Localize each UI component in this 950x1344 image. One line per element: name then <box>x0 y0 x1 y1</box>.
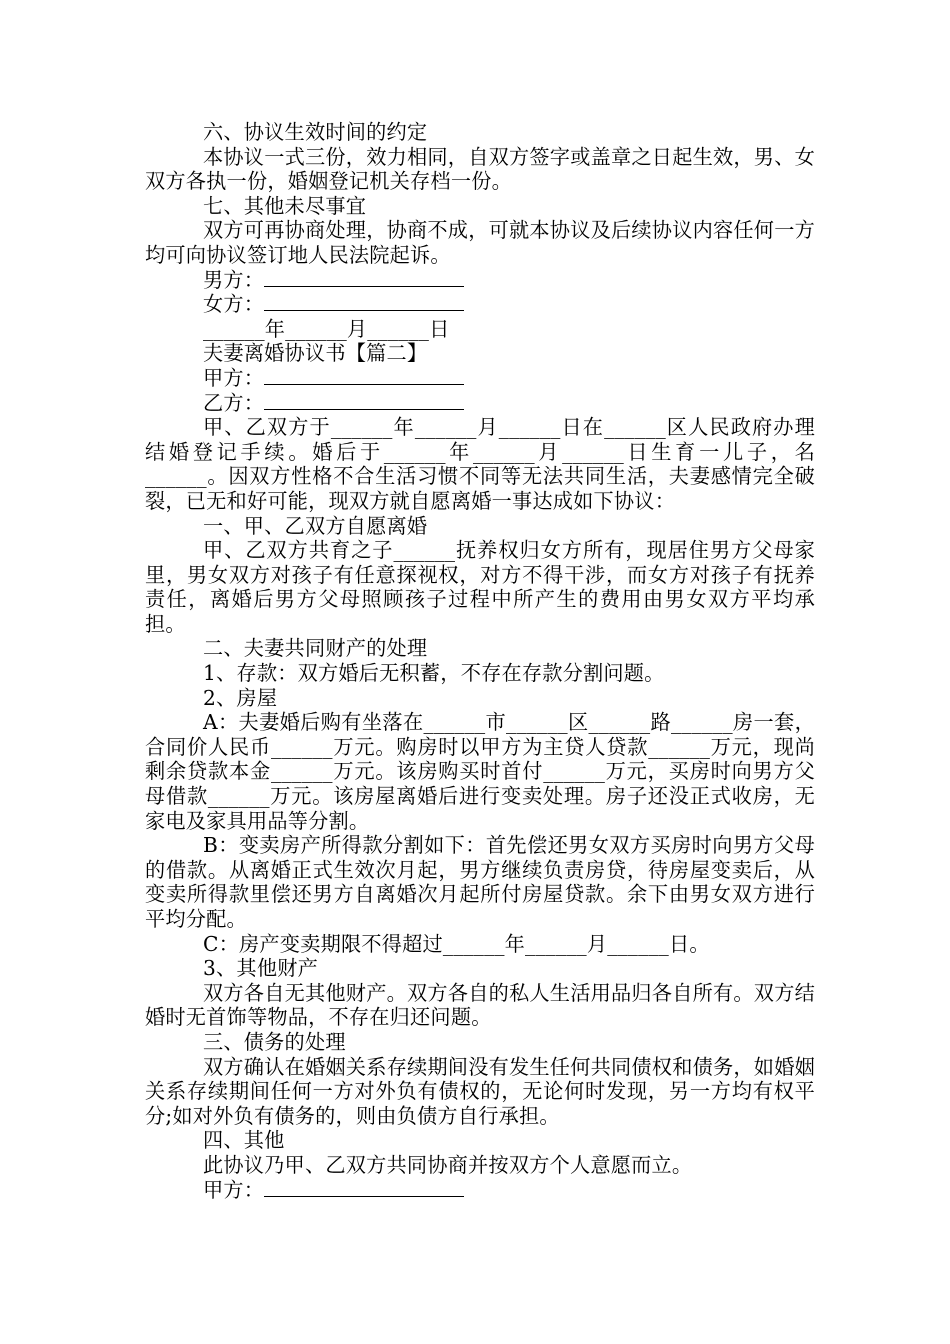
paragraph: 此协议乃甲、乙双方共同协商并按双方个人意愿而立。 <box>203 1152 693 1177</box>
paragraph: 双方各自无其他财产。双方各自的私人生活用品归各自所有。双方结婚时无首饰等物品，不存在归还问题。 <box>145 980 815 1030</box>
paragraph: C：房产变卖期限不得超过______年______月______日。 <box>203 931 710 956</box>
signature-line <box>264 366 464 385</box>
signature-party-b <box>145 391 815 416</box>
section-heading: 二、夫妻共同财产的处理 <box>203 636 428 661</box>
section-heading: 七、其他未尽事宜 <box>203 193 367 218</box>
document-page <box>145 120 815 1202</box>
paragraph: B：变卖房产所得款分割如下：首先偿还男女双方买房时向男方父母的借款。从离婚正式生效次月起，男方继续负责房贷，待房屋变卖后，从变卖所得款里偿还男方自离婚次月起所付房屋贷款。余下由男女双方进行平均分配。 <box>145 833 815 931</box>
paragraph: 本协议一式三份，效力相同，自双方签字或盖章之日起生效，男、女双方各执一份，婚姻登记机关存档一份。 <box>145 144 815 194</box>
signature-party-a <box>145 366 815 391</box>
signature-line <box>264 268 464 287</box>
signature-line <box>264 391 464 410</box>
signature-label: 乙方： <box>203 390 265 415</box>
signature-male <box>145 268 815 293</box>
paragraph: 1、存款：双方婚后无积蓄，不存在存款分割问题。 <box>203 661 665 686</box>
section-heading: 一、甲、乙双方自愿离婚 <box>203 513 428 538</box>
signature-label: 甲方： <box>203 365 265 390</box>
subsection-heading: 3、其他财产 <box>203 956 318 981</box>
signature-label: 男方： <box>203 267 265 292</box>
date-line: ______年______月______日 <box>203 316 450 341</box>
signature-line <box>264 1178 464 1197</box>
signature-label: 女方： <box>203 292 265 317</box>
document-title: 夫妻离婚协议书【篇二】 <box>203 341 428 366</box>
paragraph: 甲、乙双方共育之子______抚养权归女方所有，现居住男方父母家里，男女双方对孩子有任意探视权，对方不得干涉，而女方对孩子有抚养责任，离婚后男方父母照顾孩子过程中所产生的费用由男女双方平均承担。 <box>145 538 815 636</box>
signature-line <box>264 292 464 311</box>
section-heading: 四、其他 <box>203 1128 285 1153</box>
paragraph: 双方可再协商处理，协商不成，可就本协议及后续协议内容任何一方均可向协议签订地人民法院起诉。 <box>145 218 815 267</box>
signature-female <box>145 292 815 317</box>
paragraph-intro: 甲、乙双方于______年______月______日在______区人民政府办理结婚登记手续。婚后于______年______月______日生育一儿子，名______。因双方性格不合生活习惯不同等无法共同生活，夫妻感情完全破裂，已无和好可能，现双方就自愿离婚一事达成如下协议： <box>145 415 815 513</box>
signature-party-a-final <box>145 1178 815 1203</box>
section-heading: 三、债务的处理 <box>203 1029 346 1054</box>
paragraph: A：夫妻婚后购有坐落在______市______区______路______房一套，合同价人民币______万元。购房时以甲方为主贷人贷款______万元，现尚剩余贷款本金______万元。该房购买时首付______万元，买房时向男方父母借款______万元。该房屋离婚后进行变卖处理。房子还没正式收房，无家电及家具用品等分割。 <box>145 710 815 833</box>
paragraph: 双方确认在婚姻关系存续期间没有发生任何共同债权和债务，如婚姻关系存续期间任何一方对外负有债权的，无论何时发现，另一方均有权平分;如对外负有债务的，则由负债方自行承担。 <box>145 1054 815 1128</box>
signature-label: 甲方： <box>203 1177 265 1202</box>
section-heading: 六、协议生效时间的约定 <box>203 120 428 144</box>
subsection-heading: 2、房屋 <box>203 685 278 710</box>
